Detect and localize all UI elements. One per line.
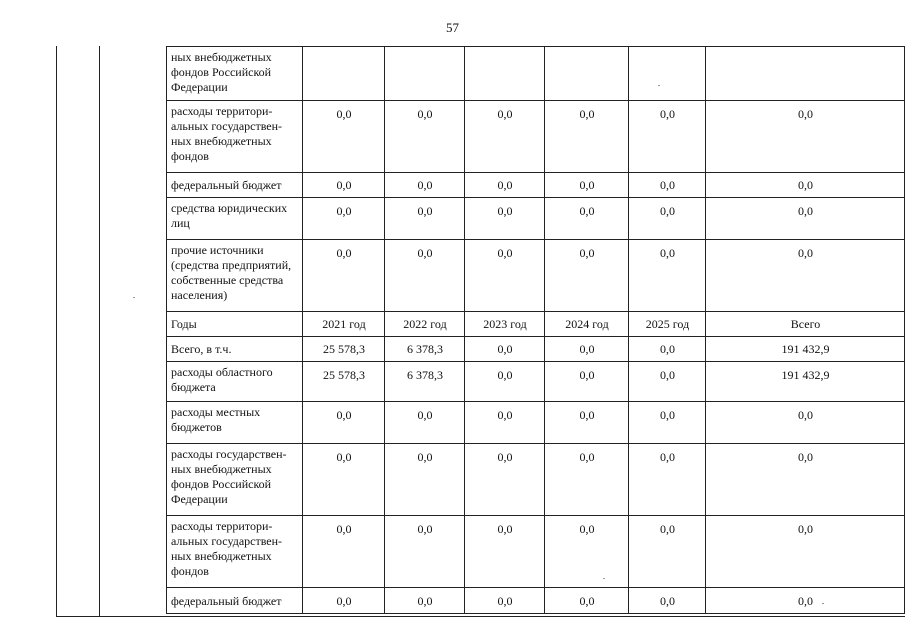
value-cell: 0,0	[545, 444, 629, 516]
value-cell: 191 432,9	[706, 337, 905, 362]
value-cell: 0,0	[629, 101, 706, 173]
value-cell: 0,0	[385, 444, 465, 516]
value-cell: 0,0	[385, 516, 465, 588]
financing-table	[166, 46, 905, 614]
value-cell: 0,0	[545, 198, 629, 240]
value-cell: 0,0	[303, 402, 385, 444]
row-label: федеральный бюджет	[167, 173, 303, 198]
value-cell: 0,0	[303, 516, 385, 588]
value-cell	[706, 47, 905, 101]
value-cell: 0,0	[303, 101, 385, 173]
value-cell: 0,0	[706, 588, 905, 614]
value-cell: 191 432,9	[706, 362, 905, 402]
table-row	[167, 362, 905, 402]
value-cell: 0,0	[385, 173, 465, 198]
value-cell: 0,0	[303, 173, 385, 198]
value-cell: 0,0	[629, 402, 706, 444]
table-row	[167, 588, 905, 614]
row-label: ных внебюджетных фондов Российской Федерации	[167, 47, 303, 101]
scan-speck	[133, 297, 135, 298]
value-cell: 2021 год	[303, 312, 385, 337]
value-cell: 0,0	[545, 516, 629, 588]
value-cell: 0,0	[706, 444, 905, 516]
value-cell: 2022 год	[385, 312, 465, 337]
value-cell: 0,0	[706, 402, 905, 444]
table-row	[167, 101, 905, 173]
value-cell: 0,0	[303, 444, 385, 516]
value-cell: 0,0	[629, 444, 706, 516]
value-cell: 0,0	[385, 101, 465, 173]
value-cell: 0,0	[629, 198, 706, 240]
value-cell: 0,0	[706, 240, 905, 312]
page-number: 57	[446, 20, 459, 35]
value-cell: 0,0	[465, 198, 545, 240]
value-cell: 25 578,3	[303, 362, 385, 402]
value-cell: 0,0	[629, 173, 706, 198]
column-divider	[99, 46, 100, 616]
row-label: расходы местных бюджетов	[167, 402, 303, 444]
row-label: Всего, в т.ч.	[167, 337, 303, 362]
value-cell: 0,0	[465, 402, 545, 444]
value-cell: 0,0	[545, 362, 629, 402]
value-cell: 0,0	[385, 402, 465, 444]
value-cell: 0,0	[629, 362, 706, 402]
table-row	[167, 173, 905, 198]
value-cell: 0,0	[465, 101, 545, 173]
value-cell: 2024 год	[545, 312, 629, 337]
value-cell: 0,0	[465, 337, 545, 362]
row-label: федеральный бюджет	[167, 588, 303, 614]
value-cell: 0,0	[545, 588, 629, 614]
value-cell	[465, 47, 545, 101]
value-cell: 0,0	[465, 588, 545, 614]
value-cell: 0,0	[545, 337, 629, 362]
row-label: расходы территори-альных государствен-ных внебюджетных фондов	[167, 516, 303, 588]
table-row	[167, 312, 905, 337]
value-cell: 0,0	[545, 101, 629, 173]
value-cell: 0,0	[303, 198, 385, 240]
value-cell	[303, 47, 385, 101]
value-cell: 0,0	[465, 516, 545, 588]
value-cell: 0,0	[629, 240, 706, 312]
value-cell: 0,0	[629, 516, 706, 588]
value-cell	[629, 47, 706, 101]
table-row	[167, 337, 905, 362]
value-cell: 25 578,3	[303, 337, 385, 362]
row-label: расходы государствен-ных внебюджетных фондов Российской Федерации	[167, 444, 303, 516]
value-cell: 0,0	[629, 337, 706, 362]
scan-speck	[603, 578, 605, 579]
value-cell: 2023 год	[465, 312, 545, 337]
value-cell	[385, 47, 465, 101]
table-row	[167, 444, 905, 516]
row-label: расходы территори-альных государствен-ных внебюджетных фондов	[167, 101, 303, 173]
value-cell: 0,0	[465, 444, 545, 516]
table-row	[167, 47, 905, 101]
value-cell: 0,0	[385, 588, 465, 614]
table-row	[167, 516, 905, 588]
row-label: расходы областного бюджета	[167, 362, 303, 402]
value-cell: 0,0	[706, 173, 905, 198]
value-cell: 0,0	[545, 402, 629, 444]
table-row	[167, 402, 905, 444]
table-row	[167, 198, 905, 240]
value-cell: 0,0	[385, 240, 465, 312]
value-cell: 0,0	[303, 588, 385, 614]
value-cell: 6 378,3	[385, 362, 465, 402]
scan-speck	[658, 85, 660, 86]
scan-speck	[822, 603, 824, 604]
value-cell: 2025 год	[629, 312, 706, 337]
value-cell: 0,0	[465, 173, 545, 198]
value-cell: 0,0	[385, 198, 465, 240]
value-cell: 0,0	[629, 588, 706, 614]
value-cell: 0,0	[706, 516, 905, 588]
value-cell: 0,0	[465, 240, 545, 312]
value-cell: Всего	[706, 312, 905, 337]
value-cell: 0,0	[706, 198, 905, 240]
row-label: средства юридических лиц	[167, 198, 303, 240]
value-cell	[545, 47, 629, 101]
value-cell: 0,0	[545, 173, 629, 198]
value-cell: 0,0	[545, 240, 629, 312]
row-label: Годы	[167, 312, 303, 337]
value-cell: 0,0	[706, 101, 905, 173]
table-row	[167, 240, 905, 312]
row-label: прочие источники (средства предприятий, собственные средства населения)	[167, 240, 303, 312]
value-cell: 6 378,3	[385, 337, 465, 362]
value-cell: 0,0	[303, 240, 385, 312]
value-cell: 0,0	[465, 362, 545, 402]
